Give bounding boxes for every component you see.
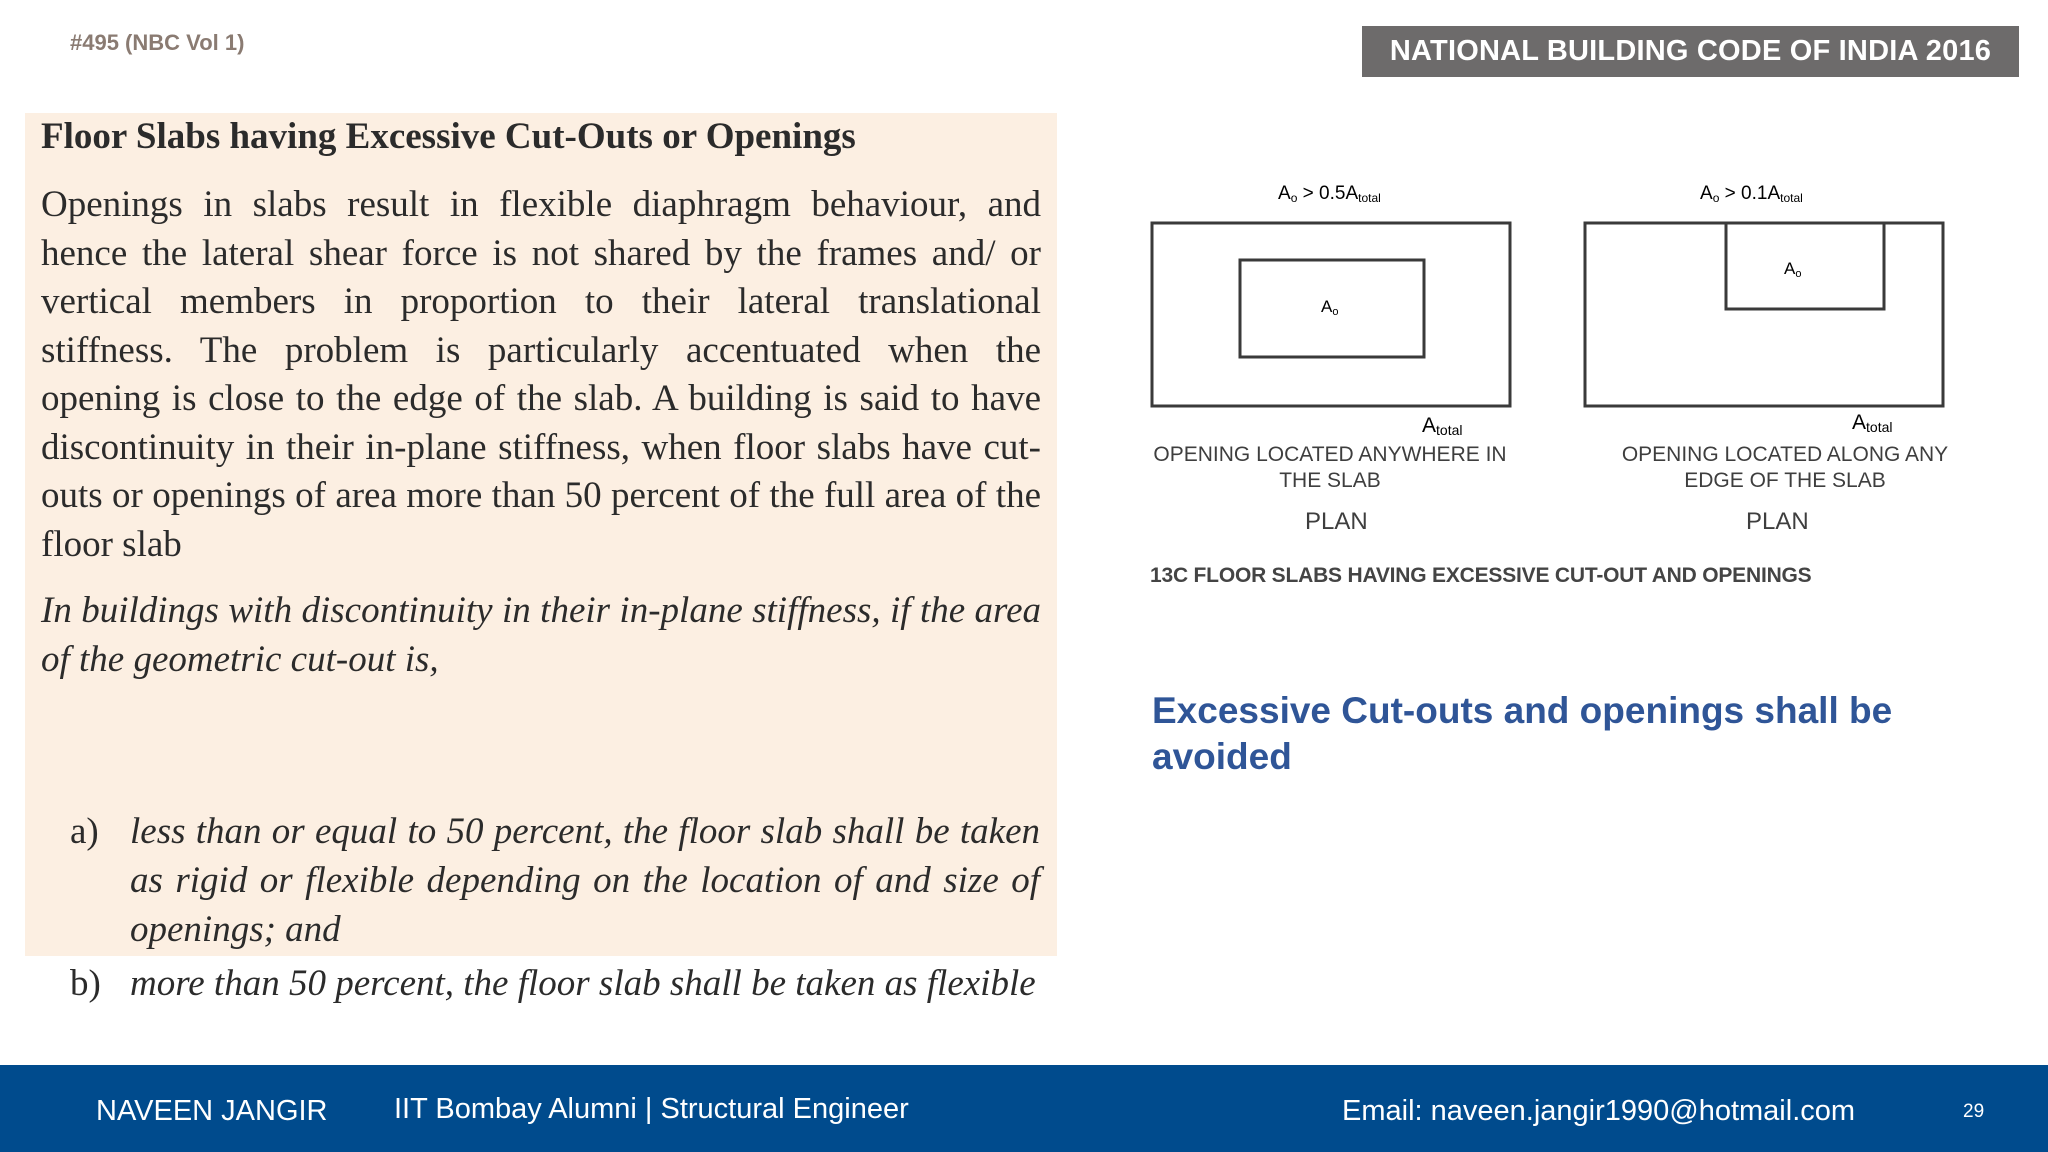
right-plan-label: PLAN — [1746, 508, 1809, 535]
right-opening-label: Ao — [1784, 259, 1802, 280]
left-total-label: Atotal — [1422, 414, 1463, 438]
right-diagram-caption: OPENING LOCATED ALONG ANY EDGE OF THE SLAB — [1621, 443, 1949, 492]
right-slab-outline — [1585, 223, 1943, 406]
left-diagram-caption: OPENING LOCATED ANYWHERE IN THE SLAB — [1153, 443, 1507, 492]
author-email: Email: naveen.jangir1990@hotmail.com — [1342, 1095, 1856, 1127]
list-item-text: more than 50 percent, the floor slab shall be taken as flexible — [130, 963, 1036, 1004]
panel-title: Floor Slabs having Excessive Cut-Outs or Openings — [41, 116, 856, 157]
author-name: NAVEEN JANGIR — [96, 1095, 328, 1127]
list-item-marker: b) — [70, 963, 101, 1004]
panel-lead-sentence: In buildings with discontinuity in their in-plane stiffness, if the area of the geometric cut-out is, — [41, 590, 1041, 680]
right-total-label: Atotal — [1852, 411, 1893, 435]
author-role: IIT Bombay Alumni | Structural Engineer — [394, 1093, 909, 1125]
left-plan-label: PLAN — [1305, 508, 1368, 535]
left-opening-label: Ao — [1321, 297, 1339, 318]
code-title-badge: NATIONAL BUILDING CODE OF INDIA 2016 — [1362, 26, 2019, 77]
figure-caption: 13C FLOOR SLABS HAVING EXCESSIVE CUT-OUT AND OPENINGS — [1150, 564, 1812, 587]
right-opening-outline — [1726, 223, 1884, 309]
page-number: 29 — [1963, 1101, 1985, 1122]
list-item-marker: a) — [70, 811, 99, 852]
slab-diagrams — [1140, 170, 1980, 440]
right-top-label: Ao > 0.1Atotal — [1700, 183, 1803, 205]
slide-reference: #495 (NBC Vol 1) — [70, 30, 245, 55]
code-excerpt-panel — [25, 113, 1057, 1004]
key-takeaway: Excessive Cut-outs and openings shall be avoided — [1152, 690, 1893, 777]
left-top-label: Ao > 0.5Atotal — [1278, 183, 1381, 205]
panel-paragraph: Openings in slabs result in flexible diaphragm behaviour, and hence the lateral shear force is not shared by the frames and/ or vertical members in proportion to their lateral translational stiffness. The problem is particularly accentuated when the opening is close to the edge of the slab. A building is said to have discontinuity in their in-plane stiffness, when floor slabs have cut-outs or openings of area more than 50 percent of the full area of the floor slab — [41, 184, 1041, 565]
list-item-text: less than or equal to 50 percent, the floor slab shall be taken as rigid or flexible depending on the location of and size of openings; and — [130, 811, 1040, 950]
footer-bar — [0, 1065, 2048, 1152]
